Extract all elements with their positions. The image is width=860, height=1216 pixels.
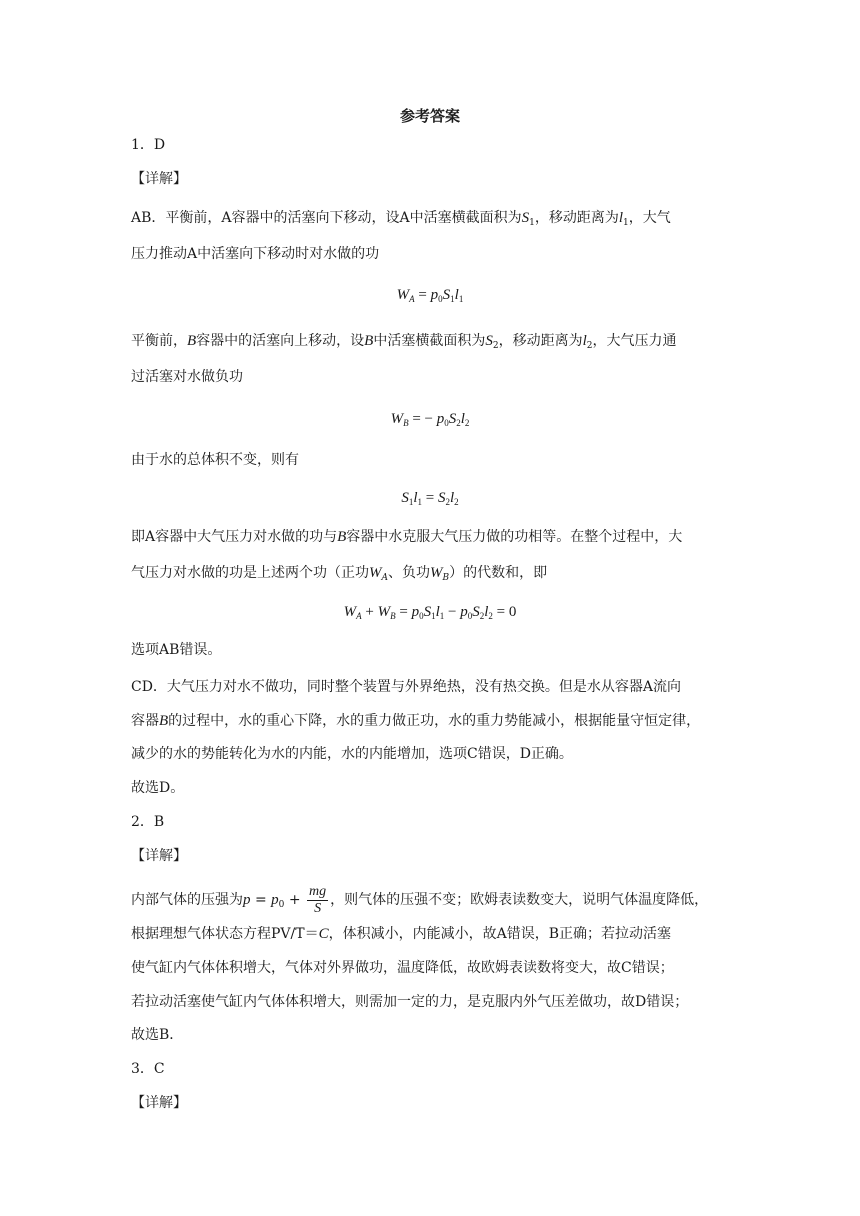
q1-detail-label: 【详解】	[131, 171, 187, 187]
page-title: 参考答案	[399, 107, 460, 125]
equation-work-a: $W_A = p_0S_1l_1$	[396, 287, 464, 304]
q1-paragraph-line: 气压力对水做的功是上述两个功（正功$W_A$、负功$W_B$）的代数和，即	[131, 565, 548, 583]
equation-total-work: $W_A + W_B = p_0S_1l_1 - p_0S_2l_2 = 0$	[343, 604, 517, 621]
q1-paragraph-line: 容器B的过程中，水的重心下降，水的重力做正功，水的重力势能减小，根据能量守恒定律，	[131, 713, 701, 729]
equation-work-b: $W_B$ = − $p_0S_2l_2$	[390, 411, 470, 428]
q2-paragraph-line: 根据理想气体状态方程PV/T＝C，体积减小，内能减小，故A错误，B正确；若拉动活塞	[131, 926, 672, 942]
q1-paragraph-line: 即A容器中大气压力对水做的功与B容器中水克服大气压力做的功相等。在整个过程中，大	[131, 529, 683, 545]
q1-paragraph-line: 平衡前，B容器中的活塞向上移动，设B中活塞横截面积为$S_2$，移动距离为$l_2$，大气压力通	[131, 333, 677, 351]
equation-volume: $S_1l_1 = S_2l_2$	[401, 490, 459, 507]
q2-conclusion: 故选B．	[131, 1027, 184, 1043]
q1-paragraph-line: 压力推动A中活塞向下移动时对水做的功	[131, 246, 380, 262]
q1-paragraph-line: 过活塞对水做负功	[131, 369, 243, 385]
q3-detail-label: 【详解】	[131, 1095, 187, 1111]
q1-paragraph-line: 减少的水的势能转化为水的内能，水的内能增加，选项C错误，D正确。	[131, 746, 573, 762]
q1-paragraph-line: AB．平衡前，A容器中的活塞向下移动，设A中活塞横截面积为$S_1$，移动距离为$l_1$，大气	[131, 210, 671, 228]
q2-paragraph-line: 内部气体的压强为$p = p_0$ + $\frac{mg}{S}$ ，则气体的压强不变；欧姆表读数变大，说明气体温度降低，	[131, 883, 709, 916]
q2-paragraph-line: 若拉动活塞使气缸内气体体积增大，则需加一定的力，是克服内外气压差做功，故D错误；	[131, 994, 689, 1010]
q2-header: 2．B	[131, 814, 165, 830]
pressure-fraction: $\frac{mg}{S}$	[309, 883, 327, 916]
q2-paragraph-line: 使气缸内气体体积增大，气体对外界做功，温度降低，故欧姆表读数将变大，故C错误；	[131, 960, 674, 976]
q1-paragraph-line: CD．大气压力对水不做功，同时整个装置与外界绝热，没有热交换。但是水从容器A流向	[131, 679, 682, 695]
q2-detail-label: 【详解】	[131, 848, 187, 864]
q3-header: 3．C	[131, 1061, 165, 1077]
q1-header: 1．D	[131, 137, 166, 153]
q1-paragraph-line: 选项AB错误。	[131, 642, 222, 658]
q1-conclusion: 故选D。	[131, 780, 185, 796]
q1-paragraph-line: 由于水的总体积不变，则有	[131, 452, 299, 468]
